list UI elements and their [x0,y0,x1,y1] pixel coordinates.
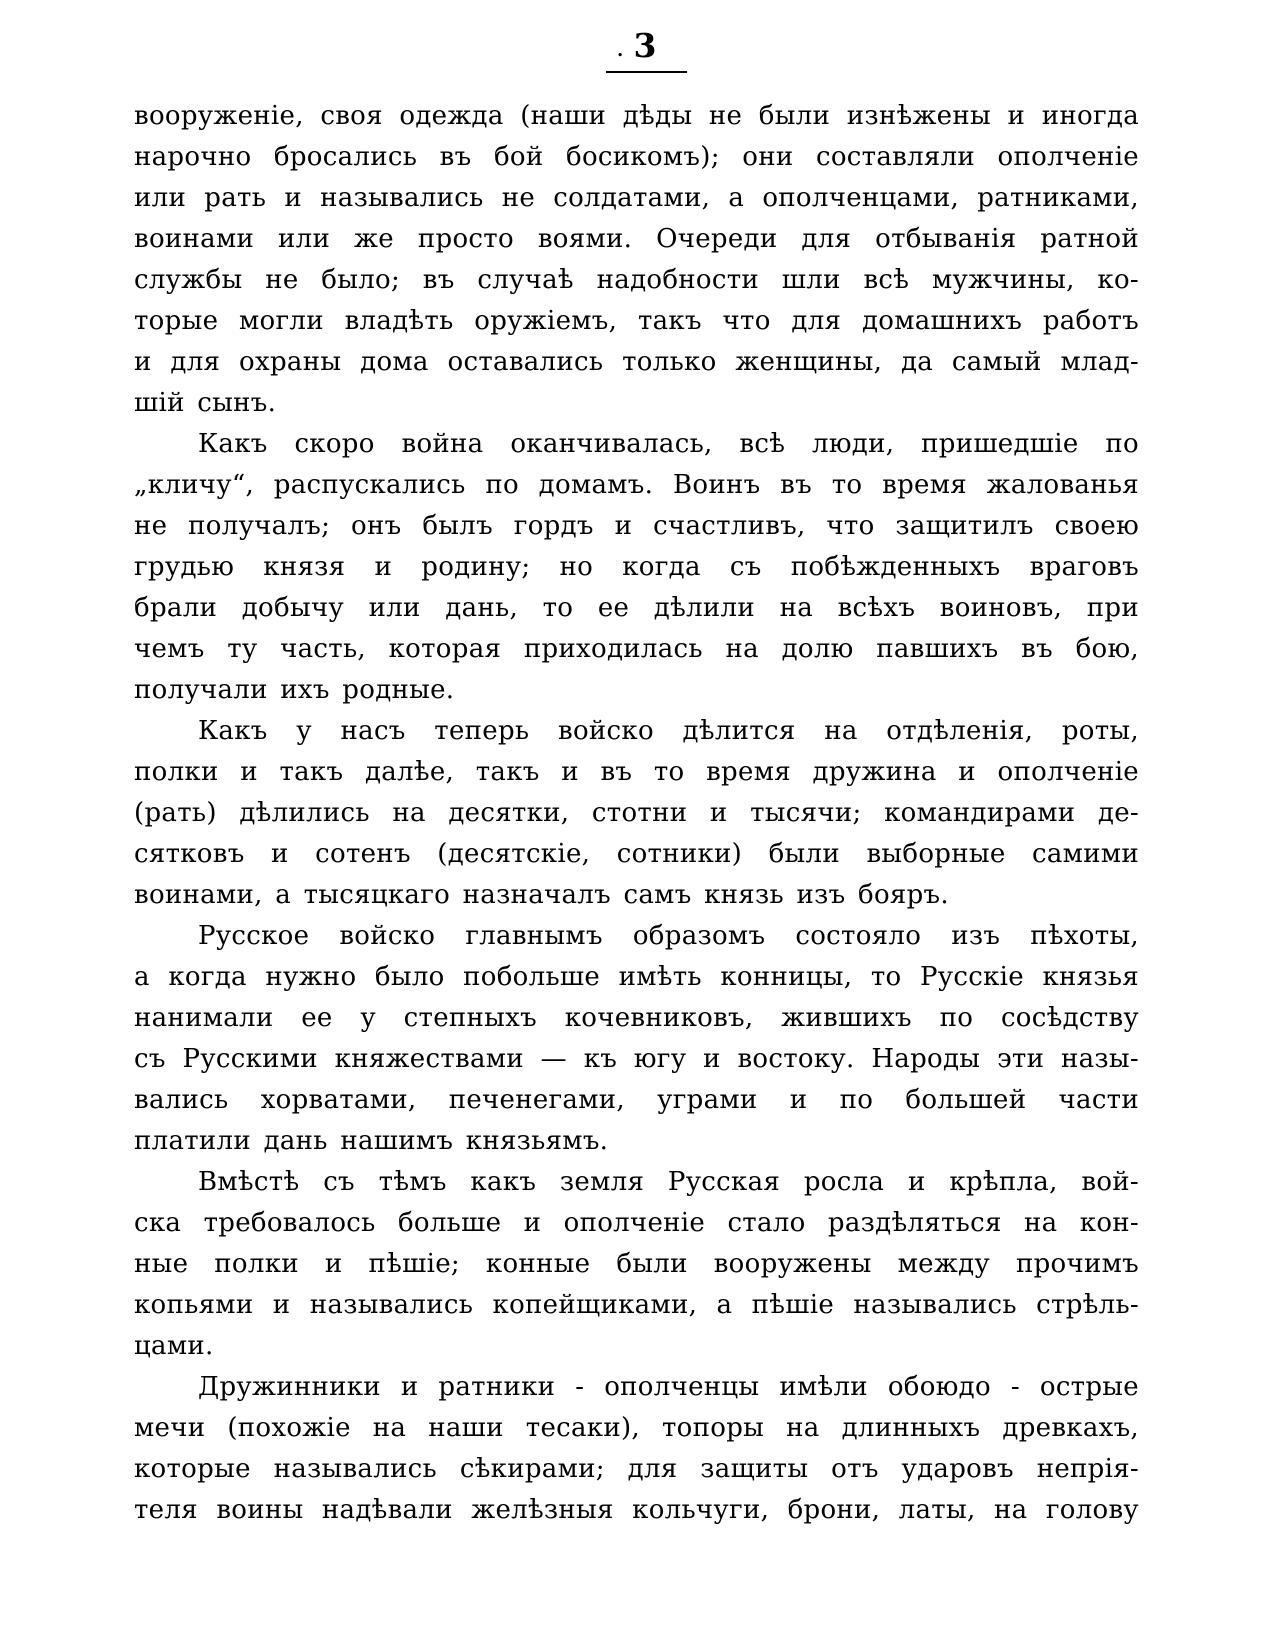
text-line: не получалъ; онъ былъ гордъ и счастливъ, что защитилъ своею [134,511,1139,541]
text-line: сятковъ и сотенъ (десятскіе, сотники) были выборные самими [134,839,1139,869]
text-line: а когда нужно было побольше имѣть конницы, то Русскіе князья [134,962,1139,992]
text-line: чемъ ту часть, которая приходилась на долю павшихъ въ бою, [134,634,1139,664]
paragraph [134,1162,1139,1367]
text-line: вались хорватами, печенегами, уграми и по большей части [134,1085,1139,1115]
text-line: копьями и назывались копейщиками, а пѣшіе назывались стрѣль- [134,1290,1139,1320]
text-line: шій сынъ. [134,388,277,418]
text-line: мечи (похожіе на наши тесаки), топоры на длинныхъ древкахъ, [134,1413,1139,1443]
text-line: или рать и назывались не солдатами, а ополченцами, ратниками, [134,183,1139,213]
text-line: и для охраны дома оставались только женщины, да самый млад- [134,347,1139,377]
header-rule [606,71,687,73]
text-line: нанимали ее у степныхъ кочевниковъ, жившихъ по сосѣдству [134,1003,1139,1033]
text-line: торые могли владѣть оружіемъ, такъ что для домашнихъ работъ [134,306,1139,336]
text-line: платили дань нашимъ князьямъ. [134,1126,609,1156]
text-line: получали ихъ родные. [134,675,455,705]
text-line: вооруженіе, своя одежда (наши дѣды не были изнѣжены и иногда [134,101,1139,131]
paragraph [134,1367,1139,1531]
text-line: Дружинники и ратники - ополченцы имѣли обоюдо - острые [198,1372,1139,1402]
page-number: 3 [633,26,658,65]
text-line: съ Русскими княжествами — къ югу и востоку. Народы эти назы- [134,1044,1139,1074]
text-line: цами. [134,1331,214,1361]
paragraph [134,711,1139,916]
text-line: Какъ у насъ теперь войско дѣлится на отдѣленія, роты, [198,716,1139,746]
page-header [0,26,1279,65]
text-line: Какъ скоро война оканчивалась, всѣ люди, пришедшіе по [198,429,1139,459]
paragraph [134,96,1139,424]
text-line: которые назывались сѣкирами; для защиты отъ ударовъ непрія- [134,1454,1139,1484]
text-line: брали добычу или дань, то ее дѣлили на всѣхъ воиновъ, при [134,593,1139,623]
text-line: грудью князя и родину; но когда съ побѣжденныхъ враговъ [134,552,1139,582]
text-line: ска требовалось больше и ополченіе стало раздѣляться на кон- [134,1208,1139,1238]
paragraph [134,424,1139,711]
text-line: теля воины надѣвали желѣзныя кольчуги, брони, латы, на голову [134,1495,1139,1525]
text-line: Русское войско главнымъ образомъ состояло изъ пѣхоты, [198,921,1139,951]
text-line: (рать) дѣлились на десятки, стотни и тысячи; командирами де- [134,798,1139,828]
text-line: воинами, а тысяцкаго назначалъ самъ князь изъ бояръ. [134,880,949,910]
text-line: „кличу“, распускались по домамъ. Воинъ въ то время жалованья [134,470,1139,500]
text-line: полки и такъ далѣе, такъ и въ то время дружина и ополченіе [134,757,1139,787]
text-line: воинами или же просто воями. Очереди для отбыванія ратной [134,224,1139,254]
text-line: службы не было; въ случаѣ надобности шли всѣ мужчины, ко- [134,265,1139,295]
text-line: нарочно бросались въ бой босикомъ); они составляли ополченіе [134,142,1139,172]
stray-print-mark: . [617,40,624,61]
text-block [134,96,1139,1531]
text-line: ные полки и пѣшіе; конные были вооружены между прочимъ [134,1249,1139,1279]
paragraph [134,916,1139,1162]
text-line: Вмѣстѣ съ тѣмъ какъ земля Русская росла и крѣпла, вой- [198,1167,1139,1197]
